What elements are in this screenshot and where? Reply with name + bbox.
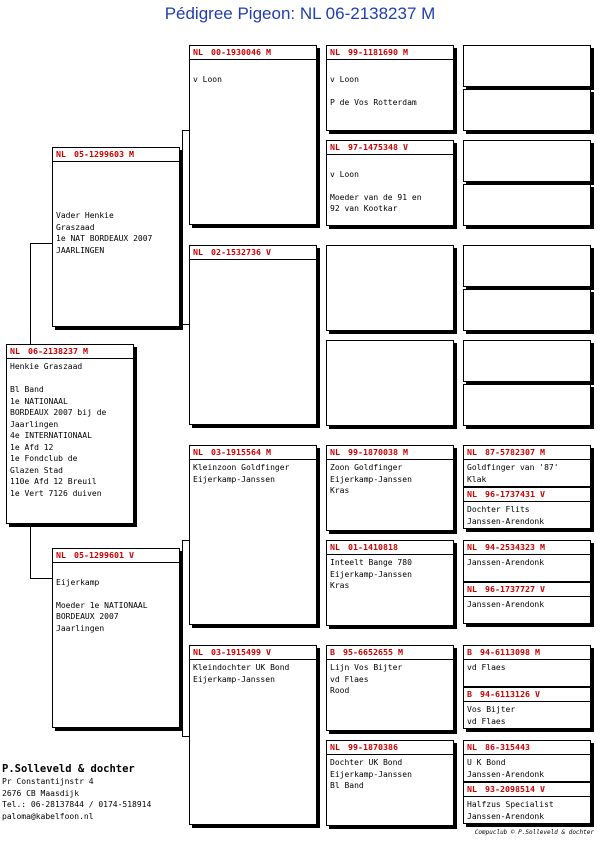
note-line: Kras — [330, 486, 350, 495]
ring-number: 00-1930046 M — [211, 47, 271, 57]
footer-credit: Compuclub © P.Solleveld & dochter — [474, 829, 594, 836]
card-notes — [464, 385, 590, 387]
pedigree-card-great-grandparent-4[interactable] — [326, 340, 454, 426]
connector — [30, 578, 52, 579]
note-line: 110e Afd 12 Breuil — [10, 477, 97, 486]
card-notes — [464, 660, 590, 674]
note-line: Goldfinger van '87' — [467, 463, 559, 472]
connector — [182, 324, 189, 325]
note-line: JAARLINGEN — [56, 245, 105, 255]
note-line: U K Bond — [467, 758, 506, 767]
country-code: NL — [467, 784, 477, 794]
pedigree-card-great-grandparent-6[interactable] — [326, 540, 454, 626]
connector — [182, 130, 189, 131]
card-notes — [464, 797, 590, 822]
ring-number: 05-1299601 V — [74, 550, 134, 560]
ring-number: 03-1915564 M — [211, 447, 271, 457]
pedigree-card-gg-grandparent-13[interactable] — [463, 645, 591, 687]
note-line — [56, 164, 176, 176]
connector — [30, 243, 31, 348]
pedigree-card-great-grandparent-3[interactable] — [326, 245, 454, 331]
pedigree-card-gg-grandparent-2[interactable] — [463, 89, 591, 131]
ring-number: 03-1915499 V — [211, 647, 271, 657]
note-line — [330, 157, 450, 169]
note-line: v Loon — [193, 74, 222, 84]
note-line: Eijerkamp-Janssen — [330, 769, 412, 779]
pedigree-card-gg-grandparent-10[interactable] — [463, 487, 591, 529]
pedigree-card-gg-grandparent-1[interactable] — [463, 45, 591, 87]
note-line — [56, 199, 176, 211]
card-notes — [327, 660, 453, 697]
owner-city: 2676 CB Maasdijk — [2, 788, 80, 798]
country-code: NL — [56, 149, 66, 159]
card-notes — [53, 563, 179, 634]
note-line: vd Flaes — [467, 663, 506, 672]
pedigree-card-dam[interactable] — [52, 548, 180, 728]
note-line: 1e Fondclub de — [10, 454, 78, 463]
note-line: 1e NATIONAAL — [10, 396, 68, 406]
card-notes — [327, 555, 453, 592]
card-notes — [327, 460, 453, 497]
country-code: NL — [193, 447, 203, 457]
card-notes — [190, 60, 316, 85]
note-line: Inteelt Bange 780 — [330, 558, 412, 567]
connector — [182, 540, 189, 541]
card-notes — [190, 260, 316, 262]
pedigree-card-gg-grandparent-12[interactable] — [463, 582, 591, 624]
connector — [182, 736, 189, 737]
pedigree-card-gg-grandparent-9[interactable] — [463, 445, 591, 487]
note-line: Janssen-Arendonk — [467, 811, 545, 821]
note-line: 1e NAT BORDEAUX 2007 — [56, 234, 153, 243]
country-code: NL — [330, 47, 340, 57]
note-line: Vos Bijter — [467, 705, 516, 714]
card-notes — [464, 46, 590, 48]
note-line — [56, 588, 176, 600]
note-line: Dochter UK Bond — [330, 758, 403, 767]
ring-number: 94-6113098 M — [480, 647, 540, 657]
ring-number: 05-1299603 M — [74, 149, 134, 159]
ring-number: 97-1475348 V — [348, 142, 408, 152]
note-line — [193, 62, 313, 74]
note-line: Bl Band — [330, 781, 364, 790]
pedigree-card-subject[interactable] — [6, 344, 134, 524]
note-line: 1e Afd 12 — [10, 442, 54, 452]
note-line — [10, 373, 130, 385]
card-notes — [327, 60, 453, 108]
card-notes — [464, 755, 590, 780]
note-line: v Loon — [330, 169, 359, 179]
note-line: Eijerkamp-Janssen — [330, 569, 412, 579]
country-code: NL — [467, 447, 477, 457]
card-notes — [464, 141, 590, 143]
note-line: BORDEAUX 2007 — [56, 612, 119, 621]
owner-email[interactable]: paloma@kabelfoon.nl — [2, 811, 94, 821]
connector — [30, 526, 31, 578]
pedigree-card-gg-grandparent-6[interactable] — [463, 289, 591, 331]
note-line: Kleindochter UK Bond — [193, 663, 290, 672]
note-line: Bl Band — [10, 385, 44, 394]
note-line: Janssen-Arendonk — [467, 769, 545, 779]
note-line — [56, 565, 176, 577]
page-title: Pédigree Pigeon: NL 06-2138237 M — [164, 4, 436, 23]
country-code: NL — [193, 647, 203, 657]
pedigree-card-gg-grandparent-5[interactable] — [463, 245, 591, 287]
country-code: B — [467, 647, 472, 657]
ring-number: 99-1181690 M — [348, 47, 408, 57]
note-line — [56, 187, 176, 199]
owner-phone: Tel.: 06-28137844 / 0174-518914 — [2, 800, 152, 809]
note-line: vd Flaes — [330, 674, 369, 684]
note-line: Klak — [467, 474, 487, 484]
pedigree-card-grandparent-3[interactable] — [189, 445, 317, 625]
pedigree-card-grandparent-4[interactable] — [189, 645, 317, 825]
ring-number: 06-2138237 M — [28, 346, 88, 356]
card-notes — [327, 341, 453, 343]
ring-number: 86-315443 — [485, 742, 530, 752]
card-notes — [464, 597, 590, 611]
card-notes — [190, 460, 316, 485]
country-code: NL — [56, 550, 66, 560]
note-line: Graszaad — [56, 222, 95, 232]
card-notes — [53, 162, 179, 256]
card-notes — [464, 460, 590, 485]
note-line: Lijn Vos Bijter — [330, 663, 403, 672]
pedigree-card-gg-grandparent-7[interactable] — [463, 340, 591, 382]
ring-number: 02-1532736 V — [211, 247, 271, 257]
ring-number: 01-1410818 — [348, 542, 398, 552]
country-code: NL — [330, 447, 340, 457]
connector — [182, 130, 183, 324]
note-line: 4e INTERNATIONAAL — [10, 431, 92, 440]
card-notes — [464, 90, 590, 92]
note-line: Vader Henkie — [56, 211, 114, 220]
note-line: Rood — [330, 686, 350, 695]
note-line: Janssen-Arendonk — [467, 516, 545, 526]
pedigree-card-gg-grandparent-14[interactable] — [463, 687, 591, 729]
connector — [30, 243, 52, 244]
card-notes — [464, 702, 590, 727]
country-code: NL — [193, 247, 203, 257]
note-line: Jaarlingen — [56, 623, 105, 633]
note-line: v Loon — [330, 74, 359, 84]
ring-number: 95-6652655 M — [343, 647, 403, 657]
country-code: NL — [467, 542, 477, 552]
card-notes — [7, 359, 133, 499]
owner-address: Pr Constantijnstr 4 — [2, 777, 94, 786]
note-line: Eijerkamp-Janssen — [330, 474, 412, 484]
ring-number: 94-2534323 M — [485, 542, 545, 552]
note-line: Glazen Stad — [10, 465, 63, 475]
note-line: BORDEAUX 2007 bij de — [10, 408, 107, 417]
country-code: NL — [330, 742, 340, 752]
pedigree-card-gg-grandparent-15[interactable] — [463, 740, 591, 782]
ring-number: 93-2098514 V — [485, 784, 545, 794]
country-code: NL — [193, 47, 203, 57]
note-line: Eijerkamp — [56, 577, 100, 587]
country-code: NL — [10, 346, 20, 356]
note-line — [330, 62, 450, 74]
note-line — [56, 176, 176, 188]
country-code: NL — [330, 542, 340, 552]
ring-number: 96-1737431 V — [485, 489, 545, 499]
note-line: Jaarlingen — [10, 419, 59, 429]
note-line: Kleinzoon Goldfinger — [193, 463, 290, 472]
card-notes — [327, 246, 453, 248]
note-line — [330, 180, 450, 192]
country-code: NL — [330, 142, 340, 152]
pedigree-card-gg-grandparent-16[interactable] — [463, 782, 591, 824]
note-line: Moeder 1e NATIONAAL — [56, 600, 148, 610]
note-line: P de Vos Rotterdam — [330, 97, 417, 107]
pedigree-card-great-grandparent-7[interactable] — [326, 645, 454, 731]
note-line: Eijerkamp-Janssen — [193, 474, 275, 484]
pedigree-card-sire[interactable] — [52, 147, 180, 327]
pedigree-card-grandparent-1[interactable] — [189, 45, 317, 225]
ring-number: 99-1870386 — [348, 742, 398, 752]
pedigree-card-great-grandparent-1[interactable] — [326, 45, 454, 131]
card-notes — [190, 660, 316, 685]
note-line: Janssen-Arendonk — [467, 600, 545, 609]
pedigree-card-great-grandparent-2[interactable] — [326, 140, 454, 226]
note-line: Kras — [330, 581, 350, 590]
pedigree-card-gg-grandparent-11[interactable] — [463, 540, 591, 582]
country-code: NL — [467, 584, 477, 594]
note-line: Eijerkamp-Janssen — [193, 674, 275, 684]
card-notes — [327, 155, 453, 215]
owner-info — [2, 762, 151, 822]
ring-number: 94-6113126 V — [480, 689, 540, 699]
country-code: B — [330, 647, 335, 657]
pedigree-card-gg-grandparent-4[interactable] — [463, 184, 591, 226]
pedigree-card-grandparent-2[interactable] — [189, 245, 317, 425]
pedigree-card-great-grandparent-8[interactable] — [326, 740, 454, 826]
pedigree-card-gg-grandparent-3[interactable] — [463, 140, 591, 182]
owner-name: P.Solleveld & dochter — [2, 763, 135, 775]
note-line: Janssen-Arendonk — [467, 558, 545, 567]
note-line: Henkie Graszaad — [10, 362, 83, 371]
note-line: 92 van Kootkar — [330, 204, 398, 213]
note-line: 1e Vert 7126 duiven — [10, 488, 102, 498]
card-notes — [464, 290, 590, 292]
country-code: NL — [467, 489, 477, 499]
pedigree-card-great-grandparent-5[interactable] — [326, 445, 454, 531]
country-code: B — [467, 689, 472, 699]
card-notes — [464, 502, 590, 527]
note-line: Halfzus Specialist — [467, 800, 554, 809]
card-notes — [464, 185, 590, 187]
note-line: vd Flaes — [467, 716, 506, 726]
ring-number: 87-5782307 M — [485, 447, 545, 457]
ring-number: 99-1870038 M — [348, 447, 408, 457]
card-notes — [464, 555, 590, 569]
connector — [182, 540, 183, 736]
ring-number: 96-1737727 V — [485, 584, 545, 594]
card-notes — [464, 246, 590, 248]
card-notes — [464, 341, 590, 343]
note-line: Moeder van de 91 en — [330, 192, 422, 202]
country-code: NL — [467, 742, 477, 752]
pedigree-card-gg-grandparent-8[interactable] — [463, 384, 591, 426]
note-line: Dochter Flits — [467, 505, 530, 514]
note-line — [330, 85, 450, 97]
card-notes — [327, 755, 453, 792]
note-line: Zoon Goldfinger — [330, 463, 403, 472]
